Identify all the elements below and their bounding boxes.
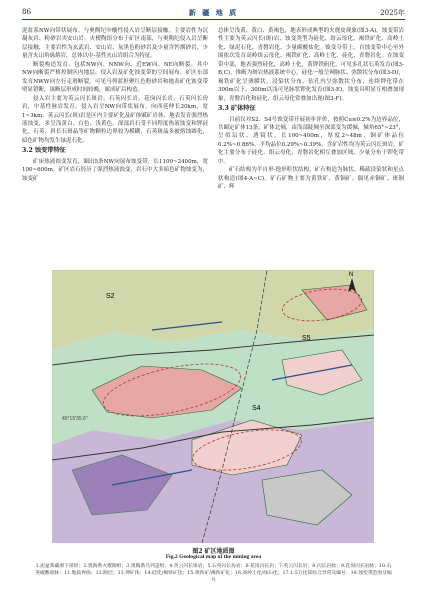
page-header: [22, 6, 405, 20]
figure-legend: 1.泥盆系藏浙下部组；2.奥陶系火楔陶组；3.奥陶系乌列盖组；4.英云闪长斑岩；5.石英闪长玢岩；6.花岗闪长岩；7.英云闪长岩；8.闪长岩脉；9.花岗闪长岩脉；10.石英碳酸盐脉；11.地质界线；12.断层；13.钾矿体；14.硅化/褐铁矿化；15.黄铁矿/褐铁矿化；16.高岭土化/绿石化；17.1:5万化探综合异常及编号；18.蚀变带范围及编号: [35, 564, 392, 584]
right-column: [218, 27, 404, 192]
section-heading: 3.3 矿体特征: [218, 105, 256, 113]
paragraph: 矿床热液蚀变发育，圈出5条NW向展布蚀变带，长1100~2400m，宽100~600m。矿区岩石经历了强烈热液蚀变，岩石中大多暗色矿物蚀变为，蚀变矿: [22, 158, 208, 182]
zone-label-s4: S4: [252, 405, 261, 412]
paragraph: 目前仅对S2、S4号蚀变带开展初步评价，按照Cu≥0.2%为边界品位，共圈定矿体13条。矿体北倾，由浅部陡倾至深部变为缓倾，倾角65°~23°，呈似层状、透镜状，长100~400m，厚度2~48m，铜矿体品位0.2%~0.86%，平均品位0.29%~0.39%。含矿岩性均为英云闪长斑岩，矿化主要分布于硅化、组云母化、青磐岩化相互叠加区域，少量分布于钾化带中。: [218, 116, 404, 165]
journal-year: 2025年: [380, 9, 405, 17]
zone-label-s2: S2: [106, 293, 115, 300]
figure-caption-cn: 图2 矿区地质图: [192, 548, 235, 555]
paragraph: 断裂构造发育，包括NW向、NNW向、近EW向、NE向断裂。其中NW向断裂严格控制区内地层、侵入岩及矿化蚀变带的空间展布。矿区东部发育NWW向左行走滑断裂，可见马列蓝担聚红色粉砂岩和地表矿化蚀变带明显错断，该断层形成时间较晚，属成矿后构造。: [22, 61, 208, 94]
header-rule: [22, 19, 405, 20]
journal-name: 新 疆 地 质: [188, 8, 239, 17]
coordinate-label: 45°15'35.6": [62, 416, 88, 422]
zone-label-s5: S5: [302, 335, 311, 342]
paragraph: 侵入岩主要为英云闪长斑岩、石英闪长岩、花岗闪长岩，石英闪长玢岩，中基性脉岩发育。侵入岩呈NW向带状展布，向西延伸长20km，宽1~3km。英云闪长(斑)岩是区内主要矿化及矿体赋矿岩体，地表发育强烈热液蚀变，多呈浅黄白、白色、浅黄色。深部岩石受不同程度热液蚀变和钾硅化。石英、斜长石斑晶等矿物颗粒边界较为模糊，石英斑晶多被熔蚀圆化，暗色矿物均发生绿泥石化。: [22, 95, 208, 144]
north-label: N: [349, 272, 354, 278]
left-column: [22, 27, 208, 183]
geological-map: [52, 270, 374, 543]
geological-map-figure: [52, 270, 374, 543]
paragraph: 总体呈浅黄、黄白、黄褐色，地表形成典型的火烧皮现象(图3-A)。蚀变带岩性主要为英云闪长(斑)岩、蚀变类型为硅化、组云母化、褐铁矿化、高岭土化、绿泥石化、青磐岩化、少量碳酸盐化。蚀变分带上，自蚀变带中心至外围依次发育高岭组云母化、褐铁矿化、高岭土化、硅化、青磐岩化。在蚀变带中部，地表强烈硅化，高岭土化，黄钾铁矾化，可见多孔状石英发育(图3-B,C)，推断为斑岩热液系统中心，硅化一般呈网脉状、弥散状分布(图3-D)，褐铁矿化呈薄膜状，浸染状分布，钻孔内呈弥散状分布，连续钾化带在300m以下，300m以浅可见脉状钾化发育(图3-E)。蚀变具明显互相叠加现象，青磐岩化和硅化、组云母化常叠加出现(图3-F)。: [218, 28, 404, 102]
page-number: 86: [22, 8, 31, 16]
figure-caption-en: Fig.2 Geological map of the mining area: [165, 554, 262, 560]
paragraph: 矿石结构为半自形-他形粒状结构，矿石构造为脉状、稀疏浸染状和星点状构造(图4-A~C)。矿石矿物主要为黄铁矿、黄铜矿、偶见赤铜矿、斑铜矿、辉: [218, 167, 404, 191]
section-heading: 3.2 蚀变带特征: [22, 147, 66, 155]
paragraph: 泥盆系NW向带状展布。与奥陶纪中酸性侵入岩呈断层接触，主要岩性为沉凝灰岩、粉砂岩夹安山岩。火楔陶组分布于矿区南部，与奥陶纪侵入岩呈断层接触，主要岩性为玄武岩、安山岩、灰黑色粉砂岩及少量含钙烟砂岩，少量含火山角砾熔岩，总体以中-基性火山岩组合为特征。: [22, 28, 208, 60]
